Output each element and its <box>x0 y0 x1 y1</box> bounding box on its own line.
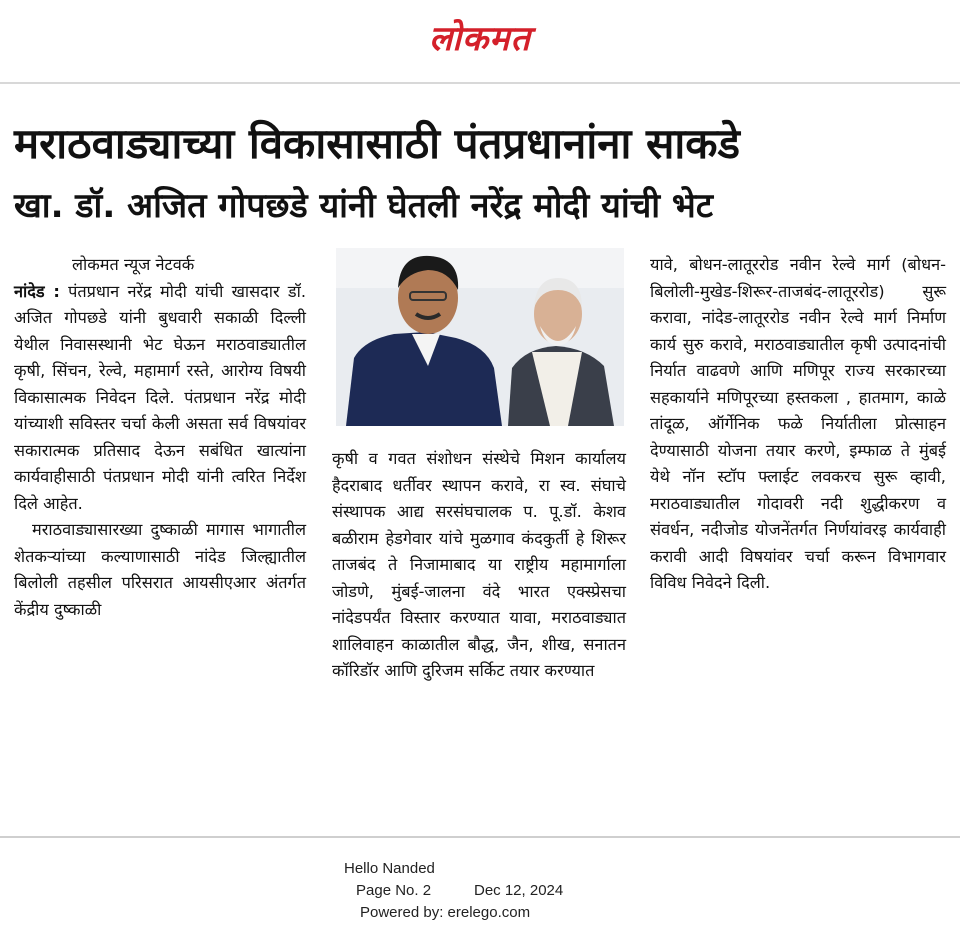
article-paragraph-2: मराठवाड्यासारख्या दुष्काळी मागास भागातील शेतकऱ्यांच्या कल्याणासाठी नांदेड जिल्ह्यातील बिलोली तहसील परिसरात आयसीएआर अंतर्गत केंद्रीय दुष्काळी <box>14 520 306 619</box>
dateline: नांदेड : <box>14 281 60 301</box>
footer-date: Dec 12, 2024 <box>474 882 564 899</box>
sub-headline: खा. डॉ. अजित गोपछडे यांनी घेतली नरेंद्र मोदी यांची भेट <box>14 186 713 226</box>
article-column-right <box>650 252 946 597</box>
masthead <box>0 0 960 84</box>
news-photo-image <box>336 248 624 426</box>
footer-powered-by: Powered by: erelego.com <box>360 904 531 921</box>
footer-divider <box>0 836 960 838</box>
article-paragraph-4: यावे, बोधन-लातूररोड नवीन रेल्वे मार्ग (बोधन- बिलोली-मुखेड-शिरूर-ताजबंद-लातूररोड) सुरू करावा, नांदेड-लातूररोड नवीन रेल्वे मार्ग निर्माण कार्य सुरु करावे, मराठवाड्यातील कृषी उत्पादनांची निर्यात वाढवणे आणि मणिपूर राज्य सरकारच्या सहकार्याने मणिपूरच्या हस्तकला , हातमाग, काळे तांदूळ, ऑर्गेनिक फळे निर्यातीला प्रोत्साहन देण्यासाठी योजना तयार करणे, इम्फाळ ते मुंबई येथे नॉन स्टॉप फ्लाईट लवकरच सुरू व्हावी, मराठवाड्यातील गोदावरी नदी शुद्धीकरण व संवर्धन, नदीजोड योजनेंतर्गत निर्णयांवरइ कार्यवाही करावी आदी विषयांवर चर्चा करून विभागवार विविध निवेदने दिली. <box>650 255 946 592</box>
footer-page-number: Page No. 2 <box>356 882 432 899</box>
article-column-middle <box>332 446 626 685</box>
newspaper-logo: लोकमत <box>429 19 531 59</box>
article-paragraph-3: कृषी व गवत संशोधन संस्थेचे मिशन कार्यालय हैदराबाद धर्तीवर स्थापन करावे, रा स्व. संघाचे संस्थापक आद्य सरसंघचालक प. पू.डॉ. केशव बळीराम हेडगेवार यांचे मुळगाव कंदकुर्ती हे शिरूर ताजबंद ते निजामाबाद या राष्ट्रीय महामार्गाला जोडणे, मुंबई-जालना वंदे भारत एक्स्प्रेसचा नांदेडपर्यंत विस्तार करण्यात यावा, मराठवाड्यात शालिवाहन काळातील बौद्ध, जैन, शीख, सनातन कॉरिडॉर आणि दुरिजम सर्किट तयार करण्यात <box>332 449 626 680</box>
main-headline: मराठवाड्याच्या विकासासाठी पंतप्रधानांना साकडे <box>14 119 741 168</box>
byline: लोकमत न्यूज नेटवर्क <box>72 255 195 274</box>
footer-site-name: Hello Nanded <box>344 860 435 877</box>
article-column-left <box>14 252 306 623</box>
news-photo <box>336 248 624 426</box>
article-paragraph-1: पंतप्रधान नरेंद्र मोदी यांची खासदार डॉ. अजित गोपछडे यांनी बुधवारी सकाळी दिल्ली येथील निवासस्थानी भेट घेऊन मराठवाड्यातील कृषी, सिंचन, रेल्वे, महामार्ग रस्ते, आरोग्य विषयी विकासात्मक निवेदन दिले. पंतप्रधान नरेंद्र मोदी यांच्याशी सविस्तर चर्चा केली असता सर्व विषयांवर सकारात्मक प्रतिसाद देऊन सबंधित खात्यांना कार्यवाहीसाठी पंतप्रधान मोदी यांनी त्वरित निर्देश दिले आहेत. <box>14 281 306 513</box>
